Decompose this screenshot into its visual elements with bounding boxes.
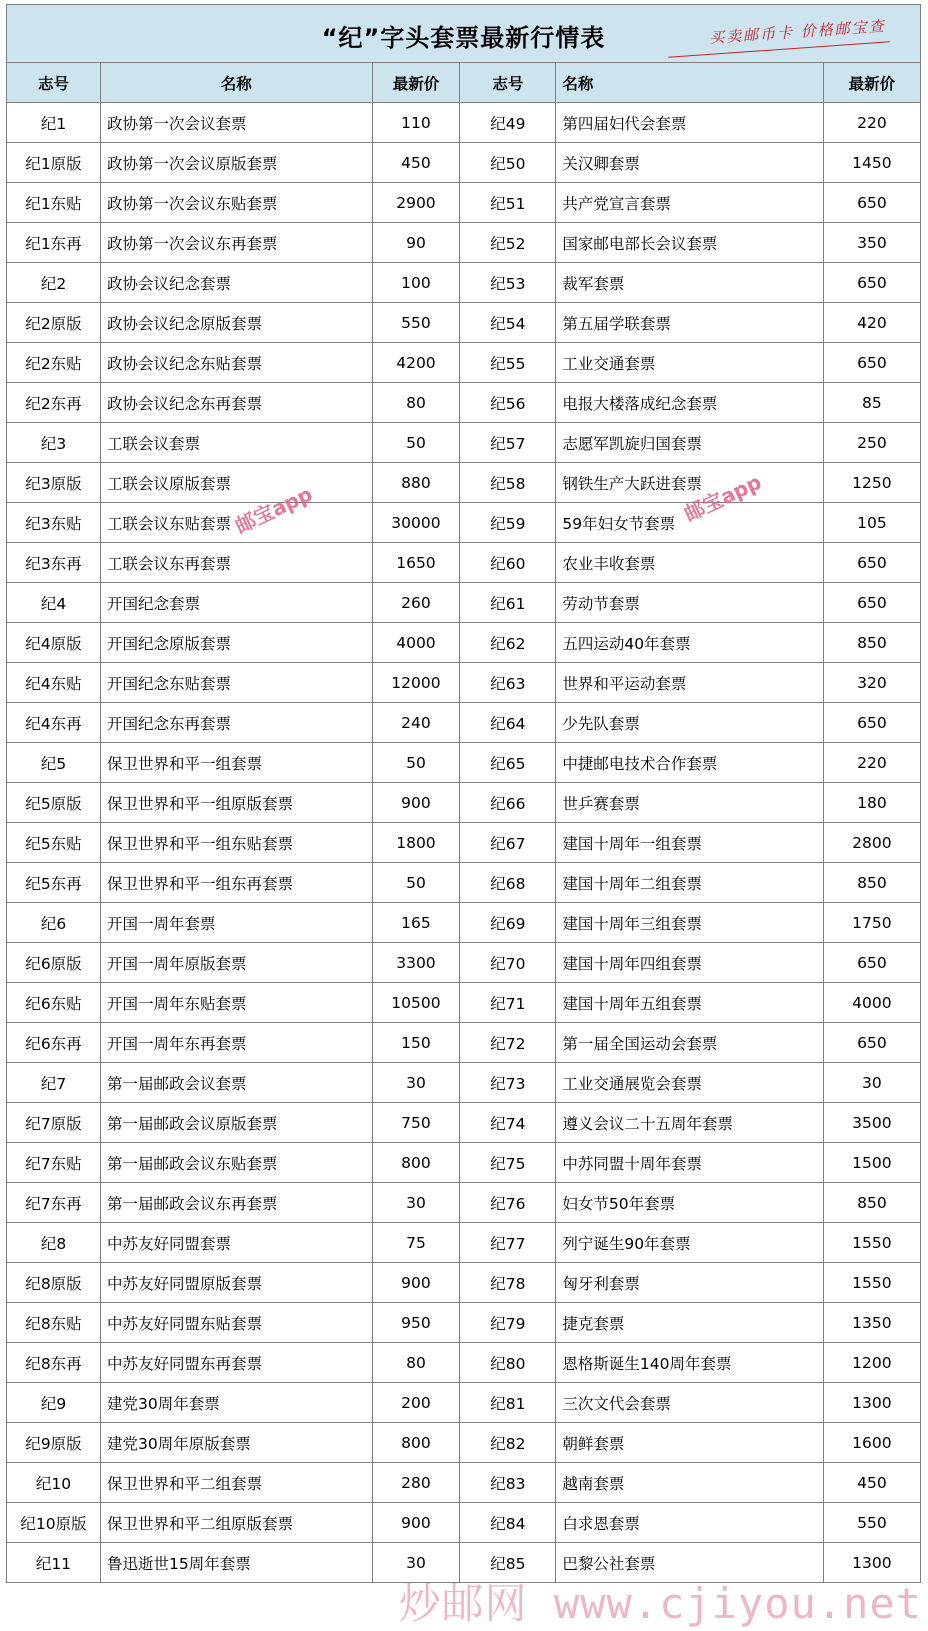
table-row xyxy=(7,383,921,423)
cell-code-right: 纪62 xyxy=(460,623,556,663)
cell-price-right: 1300 xyxy=(823,1543,920,1583)
cell-price-left: 80 xyxy=(372,383,460,423)
cell-name-left: 第一届邮政会议套票 xyxy=(101,1063,373,1103)
cell-name-right: 59年妇女节套票 xyxy=(556,503,823,543)
cell-code-right: 纪63 xyxy=(460,663,556,703)
cell-code-left: 纪2原版 xyxy=(7,303,101,343)
cell-name-right: 建国十周年三组套票 xyxy=(556,903,823,943)
cell-code-left: 纪2 xyxy=(7,263,101,303)
cell-name-left: 工联会议套票 xyxy=(101,423,373,463)
table-row xyxy=(7,583,921,623)
cell-name-left: 政协会议纪念东贴套票 xyxy=(101,343,373,383)
cell-price-right: 1500 xyxy=(823,1143,920,1183)
header-name-left: 名称 xyxy=(101,63,373,103)
cell-name-left: 开国一周年原版套票 xyxy=(101,943,373,983)
cell-price-right: 250 xyxy=(823,423,920,463)
cell-price-right: 1450 xyxy=(823,143,920,183)
cell-price-left: 30 xyxy=(372,1183,460,1223)
cell-code-left: 纪1东贴 xyxy=(7,183,101,223)
cell-name-left: 政协第一次会议套票 xyxy=(101,103,373,143)
table-row xyxy=(7,1063,921,1103)
cell-code-right: 纪70 xyxy=(460,943,556,983)
cell-name-right: 电报大楼落成纪念套票 xyxy=(556,383,823,423)
cell-price-right: 350 xyxy=(823,223,920,263)
table-row xyxy=(7,943,921,983)
cell-name-left: 第一届邮政会议东贴套票 xyxy=(101,1143,373,1183)
cell-price-right: 550 xyxy=(823,1503,920,1543)
cell-code-left: 纪4 xyxy=(7,583,101,623)
cell-code-left: 纪6东再 xyxy=(7,1023,101,1063)
table-row xyxy=(7,223,921,263)
cell-price-right: 650 xyxy=(823,183,920,223)
cell-code-left: 纪4东贴 xyxy=(7,663,101,703)
cell-price-right: 180 xyxy=(823,783,920,823)
cell-price-left: 150 xyxy=(372,1023,460,1063)
header-name-right: 名称 xyxy=(556,63,823,103)
cell-code-left: 纪7原版 xyxy=(7,1103,101,1143)
table-row xyxy=(7,743,921,783)
cell-name-left: 保卫世界和平二组套票 xyxy=(101,1463,373,1503)
cell-price-left: 200 xyxy=(372,1383,460,1423)
cell-name-left: 中苏友好同盟东贴套票 xyxy=(101,1303,373,1343)
table-header-row xyxy=(7,63,921,103)
cell-name-left: 保卫世界和平一组套票 xyxy=(101,743,373,783)
cell-code-left: 纪3东再 xyxy=(7,543,101,583)
cell-code-right: 纪67 xyxy=(460,823,556,863)
cell-name-right: 第一届全国运动会套票 xyxy=(556,1023,823,1063)
cell-price-left: 800 xyxy=(372,1143,460,1183)
cell-name-right: 世界和平运动套票 xyxy=(556,663,823,703)
cell-code-left: 纪5原版 xyxy=(7,783,101,823)
cell-price-right: 850 xyxy=(823,1183,920,1223)
cell-name-right: 劳动节套票 xyxy=(556,583,823,623)
cell-code-right: 纪53 xyxy=(460,263,556,303)
cell-name-right: 少先队套票 xyxy=(556,703,823,743)
cell-code-left: 纪4东再 xyxy=(7,703,101,743)
cell-code-left: 纪2东再 xyxy=(7,383,101,423)
cell-price-right: 1300 xyxy=(823,1383,920,1423)
cell-name-left: 保卫世界和平一组东贴套票 xyxy=(101,823,373,863)
cell-price-left: 50 xyxy=(372,423,460,463)
cell-price-left: 550 xyxy=(372,303,460,343)
cell-name-left: 政协会议纪念套票 xyxy=(101,263,373,303)
header-price-right: 最新价 xyxy=(823,63,920,103)
header-code-left: 志号 xyxy=(7,63,101,103)
cell-code-right: 纪77 xyxy=(460,1223,556,1263)
table-row xyxy=(7,143,921,183)
cell-name-right: 三次文代会套票 xyxy=(556,1383,823,1423)
table-row xyxy=(7,463,921,503)
cell-name-right: 捷克套票 xyxy=(556,1303,823,1343)
cell-price-right: 1550 xyxy=(823,1223,920,1263)
table-row xyxy=(7,1143,921,1183)
cell-name-right: 列宁诞生90年套票 xyxy=(556,1223,823,1263)
cell-name-left: 工联会议东贴套票 xyxy=(101,503,373,543)
cell-name-left: 建党30周年套票 xyxy=(101,1383,373,1423)
table-row xyxy=(7,343,921,383)
cell-code-right: 纪55 xyxy=(460,343,556,383)
table-row xyxy=(7,1023,921,1063)
cell-code-right: 纪69 xyxy=(460,903,556,943)
watermark-right: 邮宝app xyxy=(680,469,765,527)
table-row xyxy=(7,1383,921,1423)
cell-code-left: 纪8 xyxy=(7,1223,101,1263)
cell-price-left: 30000 xyxy=(372,503,460,543)
table-row xyxy=(7,1423,921,1463)
cell-code-left: 纪7 xyxy=(7,1063,101,1103)
cell-name-right: 工业交通展览会套票 xyxy=(556,1063,823,1103)
cell-code-left: 纪11 xyxy=(7,1543,101,1583)
table-row xyxy=(7,103,921,143)
page-title: “纪”字头套票最新行情表 xyxy=(321,24,606,52)
cell-code-right: 纪78 xyxy=(460,1263,556,1303)
cell-price-left: 10500 xyxy=(372,983,460,1023)
cell-name-right: 五四运动40年套票 xyxy=(556,623,823,663)
cell-price-left: 12000 xyxy=(372,663,460,703)
cell-name-left: 政协第一次会议东贴套票 xyxy=(101,183,373,223)
table-row xyxy=(7,503,921,543)
cell-price-right: 320 xyxy=(823,663,920,703)
cell-name-right: 志愿军凯旋归国套票 xyxy=(556,423,823,463)
cell-name-left: 第一届邮政会议东再套票 xyxy=(101,1183,373,1223)
cell-price-right: 220 xyxy=(823,743,920,783)
cell-name-left: 工联会议原版套票 xyxy=(101,463,373,503)
cell-name-right: 共产党宣言套票 xyxy=(556,183,823,223)
cell-price-right: 1250 xyxy=(823,463,920,503)
cell-code-right: 纪71 xyxy=(460,983,556,1023)
cell-price-left: 240 xyxy=(372,703,460,743)
cell-code-right: 纪59 xyxy=(460,503,556,543)
cell-name-left: 保卫世界和平一组东再套票 xyxy=(101,863,373,903)
cell-code-right: 纪82 xyxy=(460,1423,556,1463)
cell-price-right: 2800 xyxy=(823,823,920,863)
cell-name-right: 巴黎公社套票 xyxy=(556,1543,823,1583)
cell-price-left: 880 xyxy=(372,463,460,503)
cell-price-right: 850 xyxy=(823,863,920,903)
cell-name-right: 建国十周年一组套票 xyxy=(556,823,823,863)
cell-price-right: 450 xyxy=(823,1463,920,1503)
table-row xyxy=(7,1263,921,1303)
table-row xyxy=(7,1103,921,1143)
cell-price-right: 650 xyxy=(823,943,920,983)
table-row xyxy=(7,863,921,903)
cell-name-right: 世乒赛套票 xyxy=(556,783,823,823)
cell-code-left: 纪2东贴 xyxy=(7,343,101,383)
cell-code-right: 纪75 xyxy=(460,1143,556,1183)
cell-name-right: 越南套票 xyxy=(556,1463,823,1503)
cell-price-right: 650 xyxy=(823,343,920,383)
cell-price-left: 4000 xyxy=(372,623,460,663)
cell-price-left: 30 xyxy=(372,1063,460,1103)
cell-price-right: 1350 xyxy=(823,1303,920,1343)
price-sheet xyxy=(6,4,921,1583)
cell-code-left: 纪10 xyxy=(7,1463,101,1503)
header-price-left: 最新价 xyxy=(372,63,460,103)
cell-code-left: 纪5 xyxy=(7,743,101,783)
cell-name-left: 保卫世界和平二组原版套票 xyxy=(101,1503,373,1543)
cell-name-left: 开国纪念原版套票 xyxy=(101,623,373,663)
cell-price-left: 1650 xyxy=(372,543,460,583)
cell-code-right: 纪73 xyxy=(460,1063,556,1103)
cell-code-left: 纪8东再 xyxy=(7,1343,101,1383)
cell-price-right: 1750 xyxy=(823,903,920,943)
cell-code-left: 纪6 xyxy=(7,903,101,943)
cell-name-left: 政协会议纪念东再套票 xyxy=(101,383,373,423)
cell-price-left: 75 xyxy=(372,1223,460,1263)
cell-name-right: 匈牙利套票 xyxy=(556,1263,823,1303)
cell-name-right: 钢铁生产大跃进套票 xyxy=(556,463,823,503)
table-row xyxy=(7,823,921,863)
cell-price-right: 650 xyxy=(823,263,920,303)
cell-name-left: 建党30周年原版套票 xyxy=(101,1423,373,1463)
cell-code-left: 纪5东再 xyxy=(7,863,101,903)
cell-price-left: 3300 xyxy=(372,943,460,983)
cell-price-right: 650 xyxy=(823,583,920,623)
cell-price-left: 800 xyxy=(372,1423,460,1463)
cell-price-right: 105 xyxy=(823,503,920,543)
cell-code-left: 纪1东再 xyxy=(7,223,101,263)
cell-name-left: 开国一周年东再套票 xyxy=(101,1023,373,1063)
cell-name-left: 中苏友好同盟套票 xyxy=(101,1223,373,1263)
table-row xyxy=(7,663,921,703)
cell-code-right: 纪65 xyxy=(460,743,556,783)
table-row xyxy=(7,623,921,663)
cell-name-left: 工联会议东再套票 xyxy=(101,543,373,583)
table-row xyxy=(7,303,921,343)
table-row xyxy=(7,1223,921,1263)
table-row xyxy=(7,543,921,583)
cell-price-right: 650 xyxy=(823,1023,920,1063)
cell-price-right: 30 xyxy=(823,1063,920,1103)
cell-code-right: 纪51 xyxy=(460,183,556,223)
cell-price-left: 900 xyxy=(372,783,460,823)
cell-name-right: 朝鲜套票 xyxy=(556,1423,823,1463)
cell-code-right: 纪61 xyxy=(460,583,556,623)
cell-name-left: 政协会议纪念原版套票 xyxy=(101,303,373,343)
cell-name-left: 开国一周年套票 xyxy=(101,903,373,943)
cell-price-left: 50 xyxy=(372,743,460,783)
cell-price-right: 4000 xyxy=(823,983,920,1023)
cell-name-left: 保卫世界和平一组原版套票 xyxy=(101,783,373,823)
cell-price-left: 1800 xyxy=(372,823,460,863)
cell-name-right: 建国十周年五组套票 xyxy=(556,983,823,1023)
cell-name-left: 开国纪念东贴套票 xyxy=(101,663,373,703)
cell-name-right: 关汉卿套票 xyxy=(556,143,823,183)
site-watermark-url: www.cjiyou.net xyxy=(553,1579,922,1628)
cell-name-right: 农业丰收套票 xyxy=(556,543,823,583)
cell-name-left: 开国纪念套票 xyxy=(101,583,373,623)
table-row xyxy=(7,1303,921,1343)
cell-code-right: 纪56 xyxy=(460,383,556,423)
table-row xyxy=(7,703,921,743)
cell-code-right: 纪81 xyxy=(460,1383,556,1423)
cell-name-left: 开国纪念东再套票 xyxy=(101,703,373,743)
cell-price-left: 100 xyxy=(372,263,460,303)
cell-code-right: 纪52 xyxy=(460,223,556,263)
cell-name-right: 中捷邮电技术合作套票 xyxy=(556,743,823,783)
table-row xyxy=(7,1183,921,1223)
table-row xyxy=(7,1503,921,1543)
cell-code-left: 纪4原版 xyxy=(7,623,101,663)
cell-price-right: 1550 xyxy=(823,1263,920,1303)
cell-name-right: 恩格斯诞生140周年套票 xyxy=(556,1343,823,1383)
cell-code-left: 纪6东贴 xyxy=(7,983,101,1023)
cell-code-right: 纪85 xyxy=(460,1543,556,1583)
cell-price-right: 220 xyxy=(823,103,920,143)
cell-price-left: 950 xyxy=(372,1303,460,1343)
cell-price-right: 850 xyxy=(823,623,920,663)
title-bar xyxy=(6,4,921,62)
table-row xyxy=(7,1463,921,1503)
cell-code-right: 纪64 xyxy=(460,703,556,743)
cell-name-right: 第五届学联套票 xyxy=(556,303,823,343)
site-watermark-cn: 炒邮网 xyxy=(398,1579,528,1628)
cell-code-left: 纪3原版 xyxy=(7,463,101,503)
site-watermark xyxy=(399,1571,922,1631)
cell-code-left: 纪1 xyxy=(7,103,101,143)
cell-name-left: 第一届邮政会议原版套票 xyxy=(101,1103,373,1143)
cell-price-left: 450 xyxy=(372,143,460,183)
cell-price-left: 80 xyxy=(372,1343,460,1383)
cell-price-left: 750 xyxy=(372,1103,460,1143)
table-row xyxy=(7,183,921,223)
cell-name-right: 建国十周年二组套票 xyxy=(556,863,823,903)
cell-code-left: 纪5东贴 xyxy=(7,823,101,863)
cell-code-right: 纪60 xyxy=(460,543,556,583)
cell-price-left: 50 xyxy=(372,863,460,903)
cell-name-right: 裁军套票 xyxy=(556,263,823,303)
cell-name-right: 白求恩套票 xyxy=(556,1503,823,1543)
cell-code-right: 纪68 xyxy=(460,863,556,903)
cell-code-left: 纪3 xyxy=(7,423,101,463)
table-row xyxy=(7,1343,921,1383)
cell-price-left: 4200 xyxy=(372,343,460,383)
cell-code-right: 纪83 xyxy=(460,1463,556,1503)
cell-name-left: 中苏友好同盟东再套票 xyxy=(101,1343,373,1383)
cell-name-left: 鲁迅逝世15周年套票 xyxy=(101,1543,373,1583)
table-row xyxy=(7,423,921,463)
header-code-right: 志号 xyxy=(460,63,556,103)
cell-code-left: 纪8东贴 xyxy=(7,1303,101,1343)
cell-price-left: 90 xyxy=(372,223,460,263)
table-row xyxy=(7,983,921,1023)
cell-price-right: 85 xyxy=(823,383,920,423)
cell-price-right: 3500 xyxy=(823,1103,920,1143)
cell-price-left: 900 xyxy=(372,1503,460,1543)
cell-code-right: 纪49 xyxy=(460,103,556,143)
cell-name-right: 遵义会议二十五周年套票 xyxy=(556,1103,823,1143)
cell-price-left: 260 xyxy=(372,583,460,623)
slogan: 买卖邮币卡 价格邮宝查 xyxy=(708,16,887,48)
cell-price-right: 650 xyxy=(823,543,920,583)
cell-price-left: 2900 xyxy=(372,183,460,223)
cell-code-right: 纪79 xyxy=(460,1303,556,1343)
cell-name-left: 政协第一次会议原版套票 xyxy=(101,143,373,183)
cell-code-left: 纪10原版 xyxy=(7,1503,101,1543)
cell-price-left: 165 xyxy=(372,903,460,943)
price-table xyxy=(6,62,921,1583)
cell-price-left: 280 xyxy=(372,1463,460,1503)
cell-code-right: 纪84 xyxy=(460,1503,556,1543)
cell-name-right: 第四届妇代会套票 xyxy=(556,103,823,143)
watermark-left: 邮宝app xyxy=(231,481,316,539)
cell-code-right: 纪57 xyxy=(460,423,556,463)
cell-code-right: 纪72 xyxy=(460,1023,556,1063)
cell-name-left: 中苏友好同盟原版套票 xyxy=(101,1263,373,1303)
cell-code-right: 纪66 xyxy=(460,783,556,823)
cell-price-right: 1200 xyxy=(823,1343,920,1383)
cell-code-right: 纪54 xyxy=(460,303,556,343)
cell-name-right: 中苏同盟十周年套票 xyxy=(556,1143,823,1183)
cell-code-right: 纪80 xyxy=(460,1343,556,1383)
cell-code-left: 纪7东再 xyxy=(7,1183,101,1223)
cell-name-left: 政协第一次会议东再套票 xyxy=(101,223,373,263)
cell-code-right: 纪74 xyxy=(460,1103,556,1143)
cell-code-left: 纪3东贴 xyxy=(7,503,101,543)
cell-code-left: 纪9原版 xyxy=(7,1423,101,1463)
cell-code-right: 纪50 xyxy=(460,143,556,183)
cell-price-left: 110 xyxy=(372,103,460,143)
cell-name-right: 工业交通套票 xyxy=(556,343,823,383)
cell-code-left: 纪1原版 xyxy=(7,143,101,183)
table-row xyxy=(7,783,921,823)
table-row xyxy=(7,263,921,303)
cell-code-left: 纪8原版 xyxy=(7,1263,101,1303)
table-row xyxy=(7,903,921,943)
cell-name-right: 国家邮电部长会议套票 xyxy=(556,223,823,263)
cell-name-right: 建国十周年四组套票 xyxy=(556,943,823,983)
cell-price-right: 1600 xyxy=(823,1423,920,1463)
cell-price-left: 900 xyxy=(372,1263,460,1303)
cell-price-right: 650 xyxy=(823,703,920,743)
cell-code-left: 纪6原版 xyxy=(7,943,101,983)
cell-code-right: 纪58 xyxy=(460,463,556,503)
cell-name-right: 妇女节50年套票 xyxy=(556,1183,823,1223)
cell-name-left: 开国一周年东贴套票 xyxy=(101,983,373,1023)
cell-code-left: 纪9 xyxy=(7,1383,101,1423)
cell-code-right: 纪76 xyxy=(460,1183,556,1223)
cell-price-right: 420 xyxy=(823,303,920,343)
cell-price-left: 30 xyxy=(372,1543,460,1583)
cell-code-left: 纪7东贴 xyxy=(7,1143,101,1183)
